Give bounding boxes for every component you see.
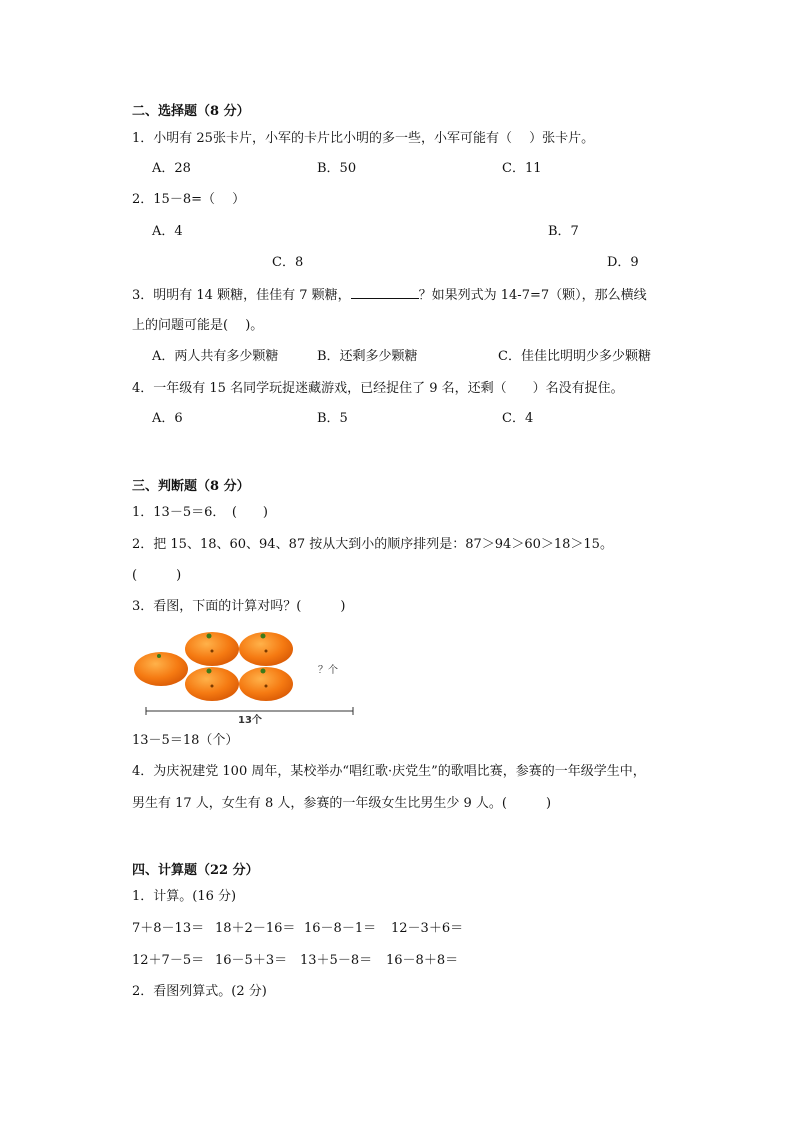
calc-item: 18＋2－16＝ xyxy=(215,921,296,936)
question-2-4-option-c: C．4 xyxy=(502,411,534,426)
question-2-4-option-b: B．5 xyxy=(317,411,348,426)
question-2-3-option-a: A．两人共有多少颗糖 xyxy=(152,349,279,364)
calc-item: 16－8－1＝ xyxy=(304,921,377,936)
calc-item: 7＋8－13＝ xyxy=(132,921,205,936)
unknown-count-label: ？个 xyxy=(318,665,338,676)
calc-item: 13＋5－8＝ xyxy=(300,953,373,968)
question-2-4-option-a: A．6 xyxy=(152,411,183,426)
section-3-title: 三、判断题（8 分） xyxy=(132,479,250,494)
section-4-title: 四、计算题（22 分） xyxy=(132,863,259,878)
question-3-4-text-line1: 4．为庆祝建党 100 周年，某校举办“唱红歌·庆党生”的歌唱比赛，参赛的一年级学生中， xyxy=(132,764,646,779)
orange-icon xyxy=(185,667,239,701)
question-2-2-option-d: D．9 xyxy=(607,255,639,270)
question-2-3-option-c: C．佳佳比明明少多少颗糖 xyxy=(498,349,651,364)
section-2-title: 二、选择题（8 分） xyxy=(132,104,250,119)
question-3-3-text: 3．看图，下面的计算对吗？( ) xyxy=(132,599,346,614)
question-2-3-option-b: B．还剩多少颗糖 xyxy=(317,349,418,364)
question-3-4-text-line2: 男生有 17 人，女生有 8 人，参赛的一年级女生比男生少 9 人。( ) xyxy=(132,796,552,811)
oranges-illustration xyxy=(132,626,358,726)
question-2-2-text: 2．15－8=（ ） xyxy=(132,192,246,207)
question-3-2-text: 2．把 15、18、60、94、87 按从大到小的顺序排列是：87＞94＞60＞18＞15。 xyxy=(132,537,613,552)
question-3-1-text: 1．13－5＝6． ( ) xyxy=(132,505,268,520)
orange-icon xyxy=(239,667,293,701)
question-3-2-paren: ( ) xyxy=(132,568,182,583)
question-2-2-option-c: C．8 xyxy=(272,255,304,270)
oranges-figure xyxy=(132,626,358,726)
question-2-1-option-a: A．28 xyxy=(152,161,191,176)
question-2-3-text-line2: 上的问题可能是( )。 xyxy=(132,318,264,333)
question-3-3-formula: 13－5＝18（个） xyxy=(132,733,239,748)
orange-icon xyxy=(185,632,239,666)
calc-item: 12＋7－5＝ xyxy=(132,953,205,968)
question-4-2-title: 2．看图列算式。(2 分) xyxy=(132,984,267,999)
question-2-1-option-c: C．11 xyxy=(502,161,542,176)
question-2-1-option-b: B．50 xyxy=(317,161,357,176)
orange-icon xyxy=(239,632,293,666)
question-2-1-text: 1．小明有 25张卡片，小军的卡片比小明的多一些，小军可能有（ ）张卡片。 xyxy=(132,131,595,146)
answer-blank-line xyxy=(351,286,419,299)
calc-item: 12－3＋6＝ xyxy=(391,921,464,936)
question-2-3-text xyxy=(132,286,647,305)
calc-item: 16－5＋3＝ xyxy=(215,953,288,968)
question-4-1-title: 1．计算。(16 分) xyxy=(132,889,237,904)
question-2-3-text-before: 3．明明有 14 颗糖，佳佳有 7 颗糖， xyxy=(132,288,351,303)
question-2-3-text-after: ？如果列式为 14-7=7（颗），那么横线 xyxy=(418,288,647,303)
question-2-2-option-a: A．4 xyxy=(152,224,183,239)
question-2-2-option-b: B．7 xyxy=(548,224,579,239)
question-2-4-text: 4．一年级有 15 名同学玩捉迷藏游戏，已经捉住了 9 名，还剩（ ）名没有捉住。 xyxy=(132,381,624,396)
orange-icon xyxy=(134,652,188,686)
total-count-label: 13个 xyxy=(238,715,262,726)
calc-item: 16－8＋8＝ xyxy=(386,953,459,968)
